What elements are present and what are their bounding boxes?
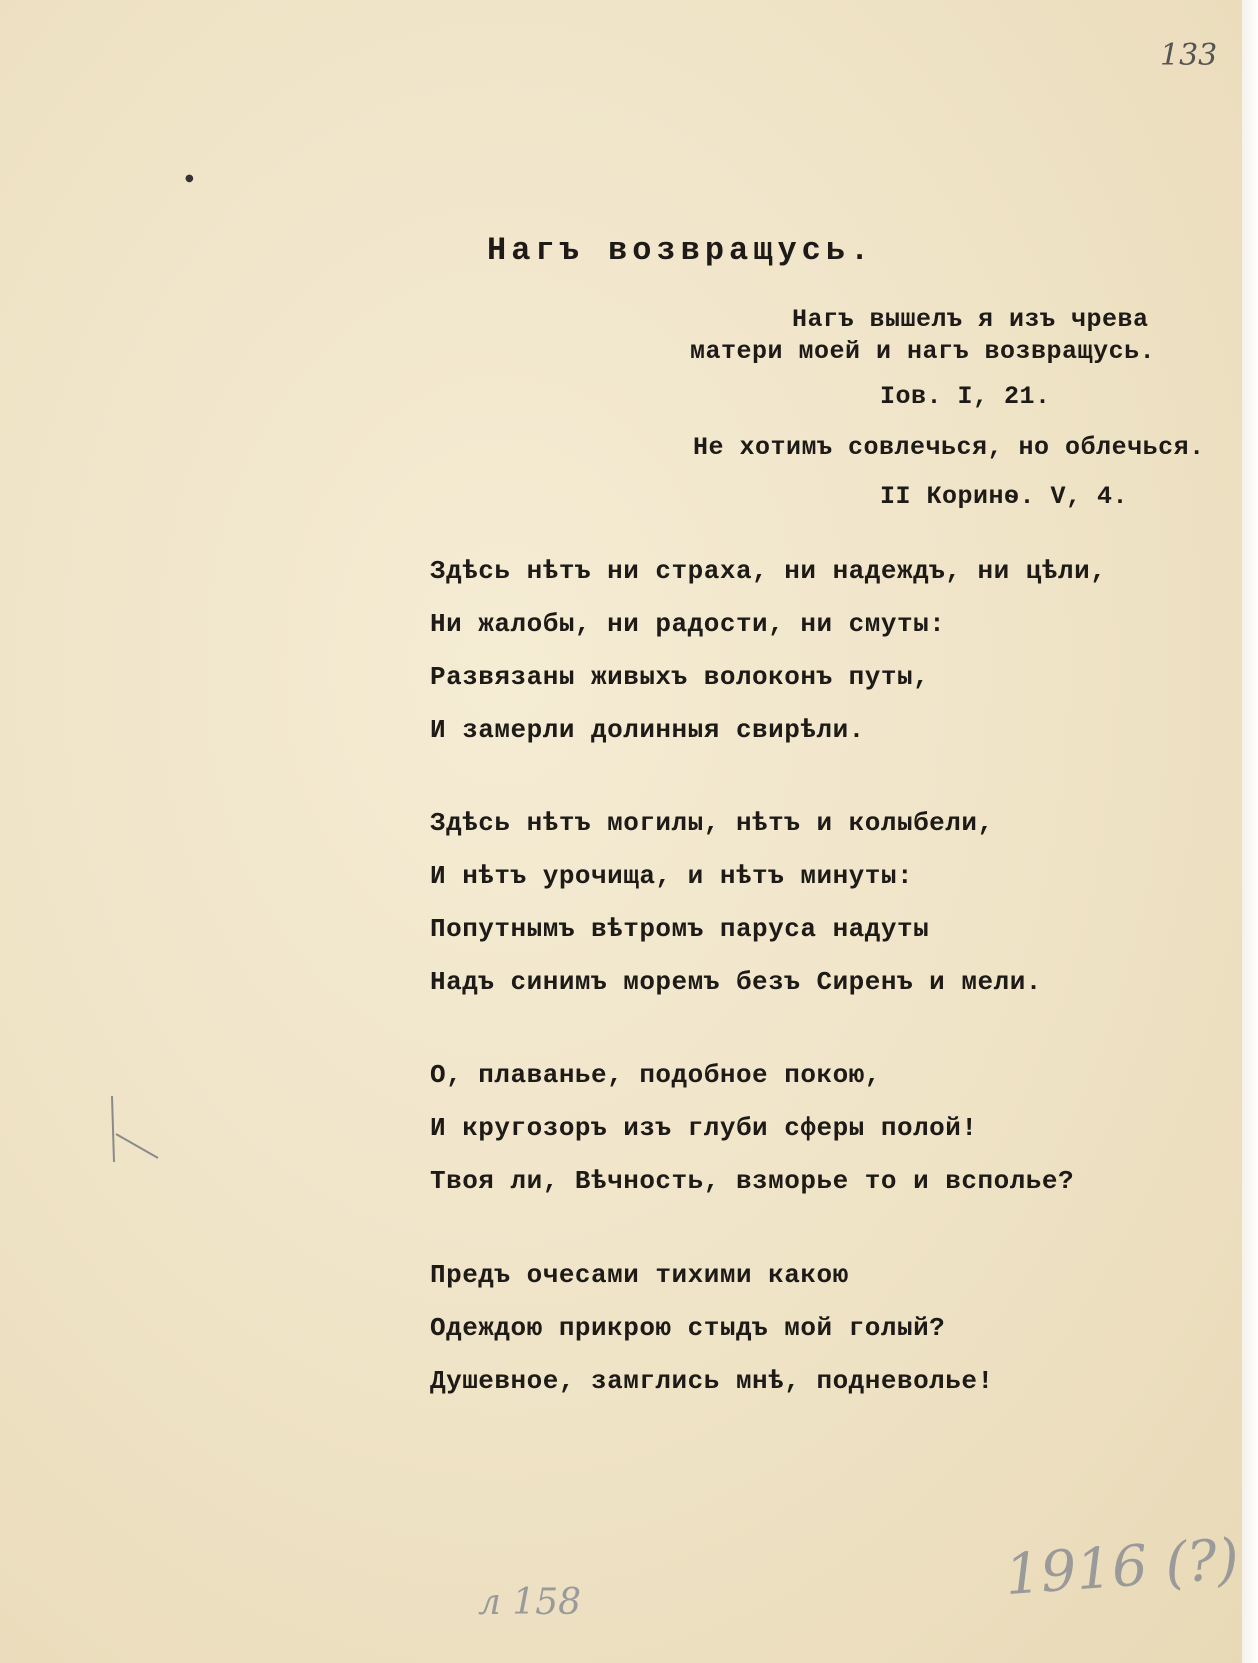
verse-line: Здѣсь нѣтъ ни страха, ни надеждъ, ни цѣли, — [430, 556, 1107, 586]
verse-line: Надъ синимъ моремъ безъ Сиренъ и мели. — [430, 967, 1042, 997]
verse-line: И замерли долинныя свирѣли. — [430, 715, 865, 745]
page-edge — [1242, 0, 1258, 1663]
poem-title: Нагъ возвращусь. — [487, 232, 875, 269]
epigraph-1-source: Iов. I, 21. — [880, 382, 1051, 411]
verse-line: И кругозоръ изъ глуби сферы полой! — [430, 1113, 978, 1143]
verse-line: Развязаны живыхъ волоконъ путы, — [430, 662, 930, 692]
sheet-reference: л 158 — [478, 1582, 582, 1623]
date-annotation: 1916 (?) — [1003, 1526, 1242, 1609]
epigraph-1-line-1: Нагъ вышелъ я изъ чрева — [792, 305, 1149, 334]
verse-line: И нѣтъ урочища, и нѣтъ минуты: — [430, 861, 914, 891]
verse-line: О, плаванье, подобное покою, — [430, 1060, 881, 1090]
epigraph-2-source: II Коринѳ. V, 4. — [880, 482, 1129, 511]
stanza-2 — [430, 808, 1190, 997]
verse-line: Душевное, замглись мнѣ, подневолье! — [430, 1366, 994, 1396]
page-number: 133 — [1160, 38, 1218, 73]
verse-line: Ни жалобы, ни радости, ни смуты: — [430, 609, 946, 639]
stanza-1 — [430, 556, 1190, 745]
verse-line: Твоя ли, Вѣчность, взморье то и всполье? — [430, 1166, 1075, 1196]
verse-line: Предъ очесами тихими какою — [430, 1260, 849, 1290]
verse-line: Одеждою прикрою стыдъ мой голый? — [430, 1313, 946, 1343]
stanza-3 — [430, 1060, 1190, 1220]
verse-line: Здѣсь нѣтъ могилы, нѣтъ и колыбели, — [430, 808, 994, 838]
epigraph-1-line-2: матери моей и нагъ возвращусь. — [690, 337, 1156, 366]
epigraph-2-line-1: Не хотимъ совлечься, но облечься. — [693, 433, 1205, 462]
stanza-4 — [430, 1260, 1190, 1420]
verse-line: Попутнымъ вѣтромъ паруса надуты — [430, 914, 930, 944]
margin-bracket-mark — [100, 1090, 170, 1170]
margin-dot: ● — [185, 173, 194, 184]
